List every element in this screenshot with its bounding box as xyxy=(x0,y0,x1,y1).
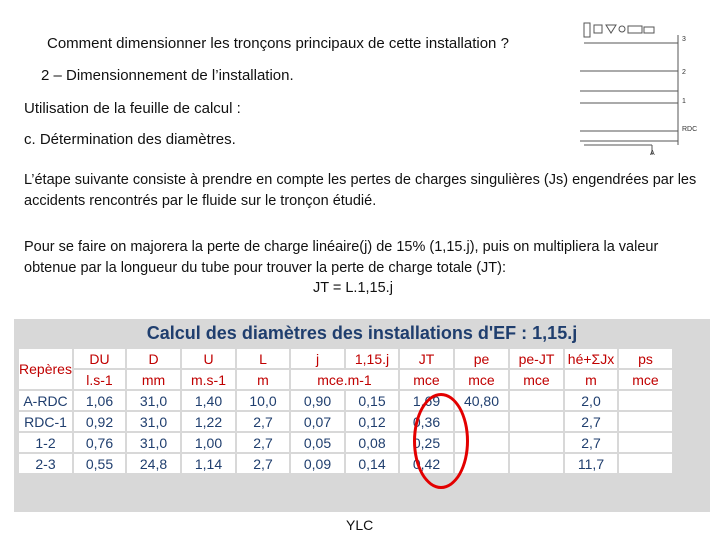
cell-115j: 0,08 xyxy=(346,433,398,452)
cell-ps xyxy=(619,454,672,473)
header-row-symbols xyxy=(19,349,672,368)
table-row xyxy=(19,412,672,431)
subtitle-spreadsheet: Utilisation de la feuille de calcul : xyxy=(24,100,241,117)
cell-pe-jt xyxy=(510,454,563,473)
header-pe-jt: pe-JT xyxy=(510,349,563,368)
cell-jt: 0,36 xyxy=(400,412,453,431)
unit-d: mm xyxy=(127,370,180,389)
schema-level-a: A xyxy=(650,150,655,157)
cell-ps xyxy=(619,412,672,431)
header-u: U xyxy=(182,349,235,368)
schema-level-rdc: RDC xyxy=(682,126,698,133)
header-115j: 1,15.j xyxy=(346,349,398,368)
cell-he: 2,0 xyxy=(565,391,617,410)
subtitle-diameters: c. Détermination des diamètres. xyxy=(24,131,236,148)
cell-he: 2,7 xyxy=(565,412,617,431)
cell-j: 0,05 xyxy=(291,433,344,452)
cell-pe-jt xyxy=(510,412,563,431)
cell-du: 0,76 xyxy=(74,433,125,452)
cell-he: 11,7 xyxy=(565,454,617,473)
table-row xyxy=(19,433,672,452)
cell-jt: 1,69 xyxy=(400,391,453,410)
schema-level-3: 3 xyxy=(682,36,686,43)
formula-total-loss: JT = L.1,15.j xyxy=(313,280,393,296)
calc-table-title: Calcul des diamètres des installations d'EF : 1,15.j xyxy=(146,323,578,343)
header-l: L xyxy=(237,349,289,368)
question-title: Comment dimensionner les tronçons principaux de cette installation ? xyxy=(47,35,509,52)
cell-he: 2,7 xyxy=(565,433,617,452)
cell-l: 2,7 xyxy=(237,454,289,473)
header-d: D xyxy=(127,349,180,368)
schema-gauge xyxy=(619,26,625,32)
header-row-units xyxy=(19,370,672,389)
header-ps: ps xyxy=(619,349,672,368)
header-he-sum-jx: hé+ΣJx xyxy=(565,349,617,368)
cell-du: 1,06 xyxy=(74,391,125,410)
header-du: DU xyxy=(74,349,125,368)
header-corner: Repères xyxy=(19,349,72,389)
schema-level-1: 1 xyxy=(682,98,686,105)
section-heading: 2 – Dimensionnement de l’installation. xyxy=(41,67,294,84)
unit-j: mce.m-1 xyxy=(291,370,398,389)
cell-j: 0,90 xyxy=(291,391,344,410)
schema-filter xyxy=(606,25,616,33)
cell-l: 2,7 xyxy=(237,433,289,452)
unit-du: l.s-1 xyxy=(74,370,125,389)
unit-l: m xyxy=(237,370,289,389)
paragraph-total-loss: Pour se faire on majorera la perte de charge linéaire(j) de 15% (1,15.j), puis on multipliera la valeur obtenue par la longueur du tube pour trouver la perte de charge totale (JT): xyxy=(24,239,659,276)
row-label: A-RDC xyxy=(19,391,72,410)
cell-u: 1,22 xyxy=(182,412,235,431)
cell-jt: 0,42 xyxy=(400,454,453,473)
cell-115j: 0,14 xyxy=(346,454,398,473)
unit-he: m xyxy=(565,370,617,389)
installation-schema xyxy=(580,19,704,159)
cell-pe: 40,80 xyxy=(455,391,508,410)
cell-ps xyxy=(619,391,672,410)
cell-du: 0,92 xyxy=(74,412,125,431)
cell-l: 10,0 xyxy=(237,391,289,410)
cell-du: 0,55 xyxy=(74,454,125,473)
cell-d: 31,0 xyxy=(127,391,180,410)
jt-highlight-circle xyxy=(413,393,469,489)
cell-jt: 0,25 xyxy=(400,433,453,452)
header-jt: JT xyxy=(400,349,453,368)
cell-pe-jt xyxy=(510,391,563,410)
paragraph-singular-losses: L’étape suivante consiste à prendre en compte les pertes de charges singulières (Js) engendrées par les accidents rencontrés par le fluide sur le tronçon étudié. xyxy=(24,172,697,209)
calc-table-panel xyxy=(14,319,710,512)
cell-j: 0,09 xyxy=(291,454,344,473)
cell-j: 0,07 xyxy=(291,412,344,431)
cell-u: 1,00 xyxy=(182,433,235,452)
row-label: 1-2 xyxy=(19,433,72,452)
cell-d: 31,0 xyxy=(127,412,180,431)
table-row xyxy=(19,454,672,473)
cell-ps xyxy=(619,433,672,452)
schema-reducer xyxy=(628,26,642,33)
row-label: 2-3 xyxy=(19,454,72,473)
unit-u: m.s-1 xyxy=(182,370,235,389)
cell-115j: 0,15 xyxy=(346,391,398,410)
calc-table xyxy=(17,347,674,475)
footer-initials: YLC xyxy=(346,517,374,533)
header-j: j xyxy=(291,349,344,368)
unit-pe: mce xyxy=(455,370,508,389)
schema-meter xyxy=(584,23,590,37)
table-row xyxy=(19,391,672,410)
unit-jt: mce xyxy=(400,370,453,389)
schema-device xyxy=(644,27,654,33)
cell-u: 1,40 xyxy=(182,391,235,410)
cell-l: 2,7 xyxy=(237,412,289,431)
unit-pe-jt: mce xyxy=(510,370,563,389)
unit-ps: mce xyxy=(619,370,672,389)
header-pe: pe xyxy=(455,349,508,368)
row-label: RDC-1 xyxy=(19,412,72,431)
cell-115j: 0,12 xyxy=(346,412,398,431)
schema-level-2: 2 xyxy=(682,69,686,76)
cell-d: 31,0 xyxy=(127,433,180,452)
cell-u: 1,14 xyxy=(182,454,235,473)
cell-pe-jt xyxy=(510,433,563,452)
cell-d: 24,8 xyxy=(127,454,180,473)
schema-valve xyxy=(594,25,602,33)
